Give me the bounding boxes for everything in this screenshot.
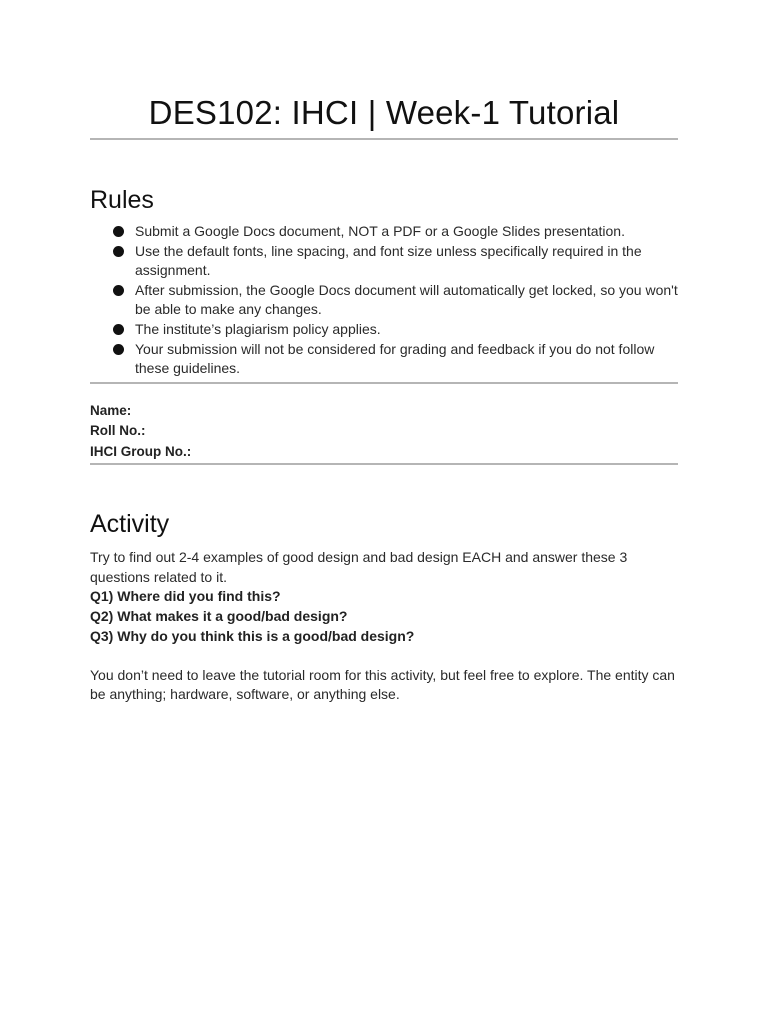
rules-list-item bbox=[90, 340, 678, 379]
rules-list bbox=[90, 222, 678, 379]
bullet-icon bbox=[113, 344, 124, 355]
bullet-icon bbox=[113, 226, 124, 237]
activity-closing-note: You don’t need to leave the tutorial room for this activity, but feel free to explore. The entity can be anything; hardware, software, or anything else. bbox=[90, 666, 675, 703]
rules-item-text: After submission, the Google Docs document will automatically get locked, so you won't be able to make any changes. bbox=[135, 281, 678, 318]
rules-item-text: The institute’s plagiarism policy applies. bbox=[135, 320, 381, 337]
activity-heading: Activity bbox=[90, 510, 170, 539]
bullet-icon bbox=[113, 246, 124, 257]
activity-intro: Try to find out 2-4 examples of good design and bad design EACH and answer these 3 questions related to it. bbox=[90, 549, 628, 585]
student-info-block bbox=[90, 401, 678, 463]
group-number-label: IHCI Group No.: bbox=[90, 443, 192, 459]
rules-item-text: Use the default fonts, line spacing, and font size unless specifically required in the assignment. bbox=[135, 242, 642, 279]
rules-item-text: Submit a Google Docs document, NOT a PDF or a Google Slides presentation. bbox=[135, 223, 625, 239]
rules-list-item bbox=[90, 222, 678, 242]
bullet-icon bbox=[113, 285, 124, 296]
name-label: Name: bbox=[90, 402, 132, 418]
rules-heading: Rules bbox=[90, 186, 154, 214]
rules-list-item bbox=[90, 281, 678, 320]
rules-divider bbox=[90, 382, 678, 384]
rules-list-item bbox=[90, 242, 678, 281]
document-page bbox=[90, 0, 678, 705]
rules-list-item bbox=[90, 320, 678, 340]
bullet-icon bbox=[113, 324, 124, 335]
rules-item-text: Your submission will not be considered for grading and feedback if you do not follow these guidelines. bbox=[135, 340, 655, 377]
roll-number-label: Roll No.: bbox=[90, 423, 146, 439]
activity-question: Q2) What makes it a good/bad design? bbox=[90, 608, 348, 625]
info-divider bbox=[90, 463, 678, 465]
activity-question: Q1) Where did you find this? bbox=[90, 588, 281, 605]
activity-question: Q3) Why do you think this is a good/bad design? bbox=[90, 627, 415, 644]
title-divider bbox=[90, 138, 678, 140]
document-title: DES102: IHCI | Week-1 Tutorial bbox=[148, 94, 620, 131]
